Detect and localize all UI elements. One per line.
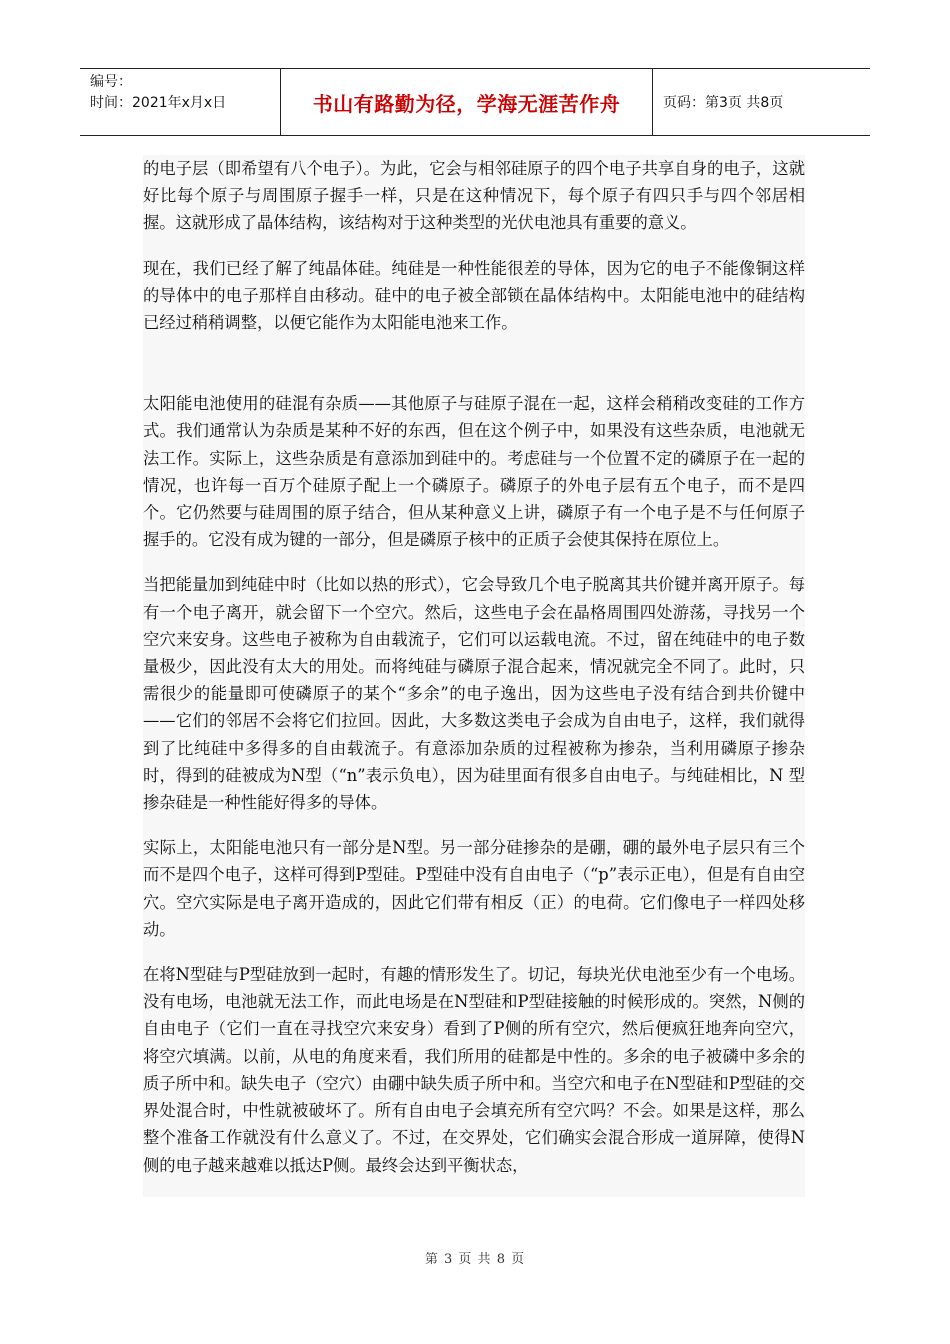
paragraph-4: 当把能量加到纯硅中时（比如以热的形式），它会导致几个电子脱离其共价键并离开原子。每有一个电子离开，就会留下一个空穴。然后，这些电子会在晶格周围四处游荡，寻找另一个空穴来安身。这些电子被称为自由载流子，它们可以运载电流。不过，留在纯硅中的电子数量极少，因此没有太大的用处。而将纯硅与磷原子混合起来，情况就完全不同了。此时，只需很少的能量即可使磷原子的某个“多余”的电子逸出，因为这些电子没有结合到共价键中——它们的邻居不会将它们拉回。因此，大多数这类电子会成为自由电子，这样，我们就得到了比纯硅中多得多的自由载流子。有意添加杂质的过程被称为掺杂，当利用磷原子掺杂时，得到的硅被成为N型（“n”表示负电），因为硅里面有很多自由电子。与纯硅相比，N 型掺杂硅是一种性能好得多的导体。 — [143, 575, 805, 813]
blank-spacer — [143, 354, 805, 390]
paragraph-2: 现在，我们已经了解了纯晶体硅。纯硅是一种性能很差的导体，因为它的电子不能像铜这样的导体中的电子那样自由移动。硅中的电子被全部锁在晶体结构中。太阳能电池中的硅结构已经过稍稍调整，以便它能作为太阳能电池来工作。 — [143, 258, 805, 333]
header-meta — [80, 69, 281, 135]
page-header — [80, 68, 870, 136]
paragraph-6: 在将N型硅与P型硅放到一起时，有趣的情形发生了。切记，每块光伏电池至少有一个电场。没有电场，电池就无法工作，而此电场是在N型硅和P型硅接触的时候形成的。突然，N侧的自由电子（它们一直在寻找空穴来安身）看到了P侧的所有空穴，然后便疯狂地奔向空穴，将空穴填满。以前，从电的角度来看，我们所用的硅都是中性的。多余的电子被磷中多余的质子所中和。缺失电子（空穴）由硼中缺失质子所中和。当空穴和电子在N型硅和P型硅的交界处混合时，中性就被破坏了。所有自由电子会填充所有空穴吗？不会。如果是这样，那么整个准备工作就没有什么意义了。不过，在交界处，它们确实会混合形成一道屏障，使得N侧的电子越来越难以抵达P侧。最终会达到平衡状态， — [143, 965, 805, 1175]
document-body — [143, 155, 805, 1197]
paragraph-3: 太阳能电池使用的硅混有杂质——其他原子与硅原子混在一起，这样会稍稍改变硅的工作方式。我们通常认为杂质是某种不好的东西，但在这个例子中，如果没有这些杂质，电池就无法工作。实际上，这些杂质是有意添加到硅中的。考虑硅与一个位置不定的磷原子在一起的情况，也许每一百万个硅原子配上一个磷原子。磷原子的外电子层有五个电子，而不是四个。它仍然要与硅周围的原子结合，但从某种意义上讲，磷原子有一个电子是不与任何原子握手的。它没有成为键的一部分，但是磷原子核中的正质子会使其保持在原位上。 — [143, 394, 805, 550]
header-page-number: 页码：第3页 共8页 — [663, 95, 784, 111]
paragraph-1: 的电子层（即希望有八个电子）。为此，它会与相邻硅原子的四个电子共享自身的电子，这就好比每个原子与周围原子握手一样，只是在这种情况下，每个原子有四只手与四个邻居相握。这就形成了晶体结构，该结构对于这种类型的光伏电池具有重要的意义。 — [143, 159, 805, 233]
paragraph-5: 实际上，太阳能电池只有一部分是N型。另一部分硅掺杂的是硼，硼的最外电子层只有三个而不是四个电子，这样可得到P型硅。P型硅中没有自由电子（“p”表示正电），但是有自由空穴。空穴实际是电子离开造成的，因此它们带有相反（正）的电荷。它们像电子一样四处移动。 — [143, 838, 805, 939]
page-footer: 第 3 页 共 8 页 — [424, 1252, 526, 1267]
document-code-label: 编号： — [90, 74, 132, 90]
header-motto: 书山有路勤为径，学海无涯苦作舟 — [281, 69, 653, 135]
document-date-label: 时间：2021年x月x日 — [90, 95, 227, 111]
